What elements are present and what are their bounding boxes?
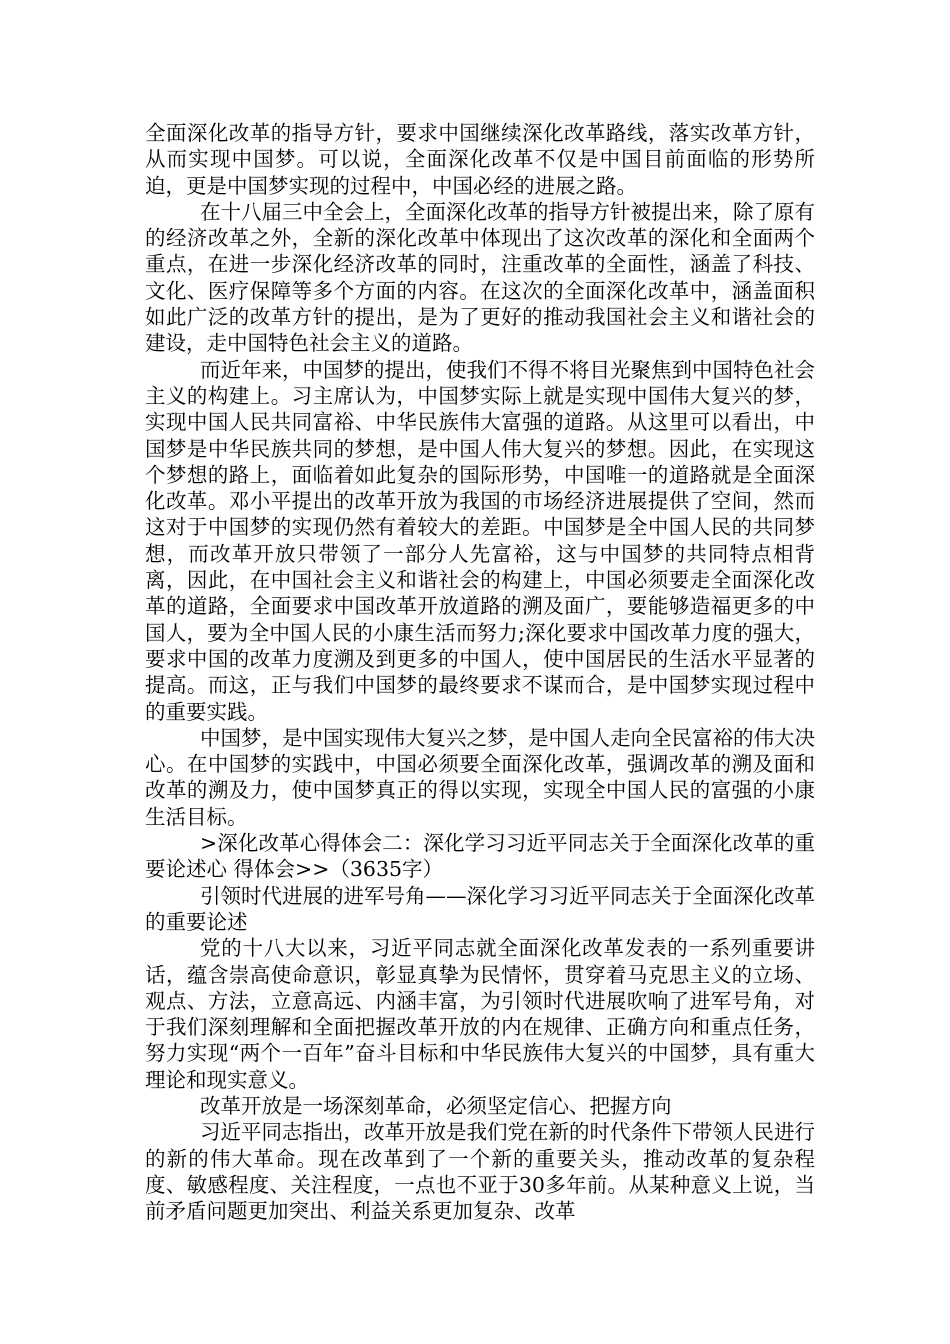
paragraph-3: 而近年来，中国梦的提出，使我们不得不将目光聚焦到中国特色社会主义的构建上。习主席认为，中国梦实际上就是实现中国伟大复兴的梦，实现中国人民共同富裕、中华民族伟大富强的道路。从这里可以看出，中国梦是中华民族共同的梦想，是中国人伟大复兴的梦想。因此，在实现这个梦想的路上，面临着如此复杂的国际形势，中国唯一的道路就是全面深化改革。邓小平提出的改革开放为我国的市场经济进展提供了空间，然而这对于中国梦的实现仍然有着较大的差距。中国梦是全中国人民的共同梦想，而改革开放只带领了一部分人先富裕，这与中国梦的共同特点相背离，因此，在中国社会主义和谐社会的构建上，中国必须要走全面深化改革的道路，全面要求中国改革开放道路的溯及面广，要能够造福更多的中国人，要为全中国人民的小康生活而努力;深化要求中国改革力度的强大，要求中国的改革力度溯及到更多的中国人，使中国居民的生活水平显著的提高。而这，正与我们中国梦的最终要求不谋而合，是中国梦实现过程中的重要实践。 (145, 357, 815, 724)
paragraph-7: 党的十八大以来，习近平同志就全面深化改革发表的一系列重要讲话，蕴含崇高使命意识，彰显真挚为民情怀，贯穿着马克思主义的立场、观点、方法，立意高远、内涵丰富，为引领时代进展吹响了进军号角，对于我们深刻理解和全面把握改革开放的内在规律、正确方向和重点任务，努力实现“两个一百年”奋斗目标和中华民族伟大复兴的中国梦，具有重大理论和现实意义。 (145, 936, 815, 1092)
paragraph-9: 习近平同志指出，改革开放是我们党在新的时代条件下带领人民进行的新的伟大革命。现在改革到了一个新的重要关头，推动改革的复杂程度、敏感程度、关注程度，一点也不亚于30多年前。从某种意义上说，当前矛盾问题更加突出、利益关系更加复杂、改革 (145, 1120, 815, 1224)
paragraph-4: 中国梦，是中国实现伟大复兴之梦，是中国人走向全民富裕的伟大决心。在中国梦的实践中，中国必须要全面深化改革，强调改革的溯及面和改革的溯及力，使中国梦真正的得以实现，实现全中国人民的富强的小康生活目标。 (145, 725, 815, 829)
document-body (145, 120, 815, 1224)
paragraph-2: 在十八届三中全会上，全面深化改革的指导方针被提出来，除了原有的经济改革之外，全新的深化改革中体现出了这次改革的深化和全面两个重点，在进一步深化经济改革的同时，注重改革的全面性，涵盖了科技、文化、医疗保障等多个方面的内容。在这次的全面深化改革中，涵盖面积如此广泛的改革方针的提出，是为了更好的推动我国社会主义和谐社会的建设，走中国特色社会主义的道路。 (145, 199, 815, 356)
paragraph-8-subheading: 改革开放是一场深刻革命，必须坚定信心、把握方向 (200, 1093, 672, 1118)
paragraph-6-article-title: 引领时代进展的进军号角——深化学习习近平同志关于全面深化改革的重要论述 (145, 883, 815, 934)
paragraph-5-section-heading: >深化改革心得体会二：深化学习习近平同志关于全面深化改革的重要论述心 得体会>>（3635字） (145, 831, 815, 882)
paragraph-1: 全面深化改革的指导方针，要求中国继续深化改革路线，落实改革方针，从而实现中国梦。可以说，全面深化改革不仅是中国目前面临的形势所迫，更是中国梦实现的过程中，中国必经的进展之路。 (145, 121, 815, 198)
